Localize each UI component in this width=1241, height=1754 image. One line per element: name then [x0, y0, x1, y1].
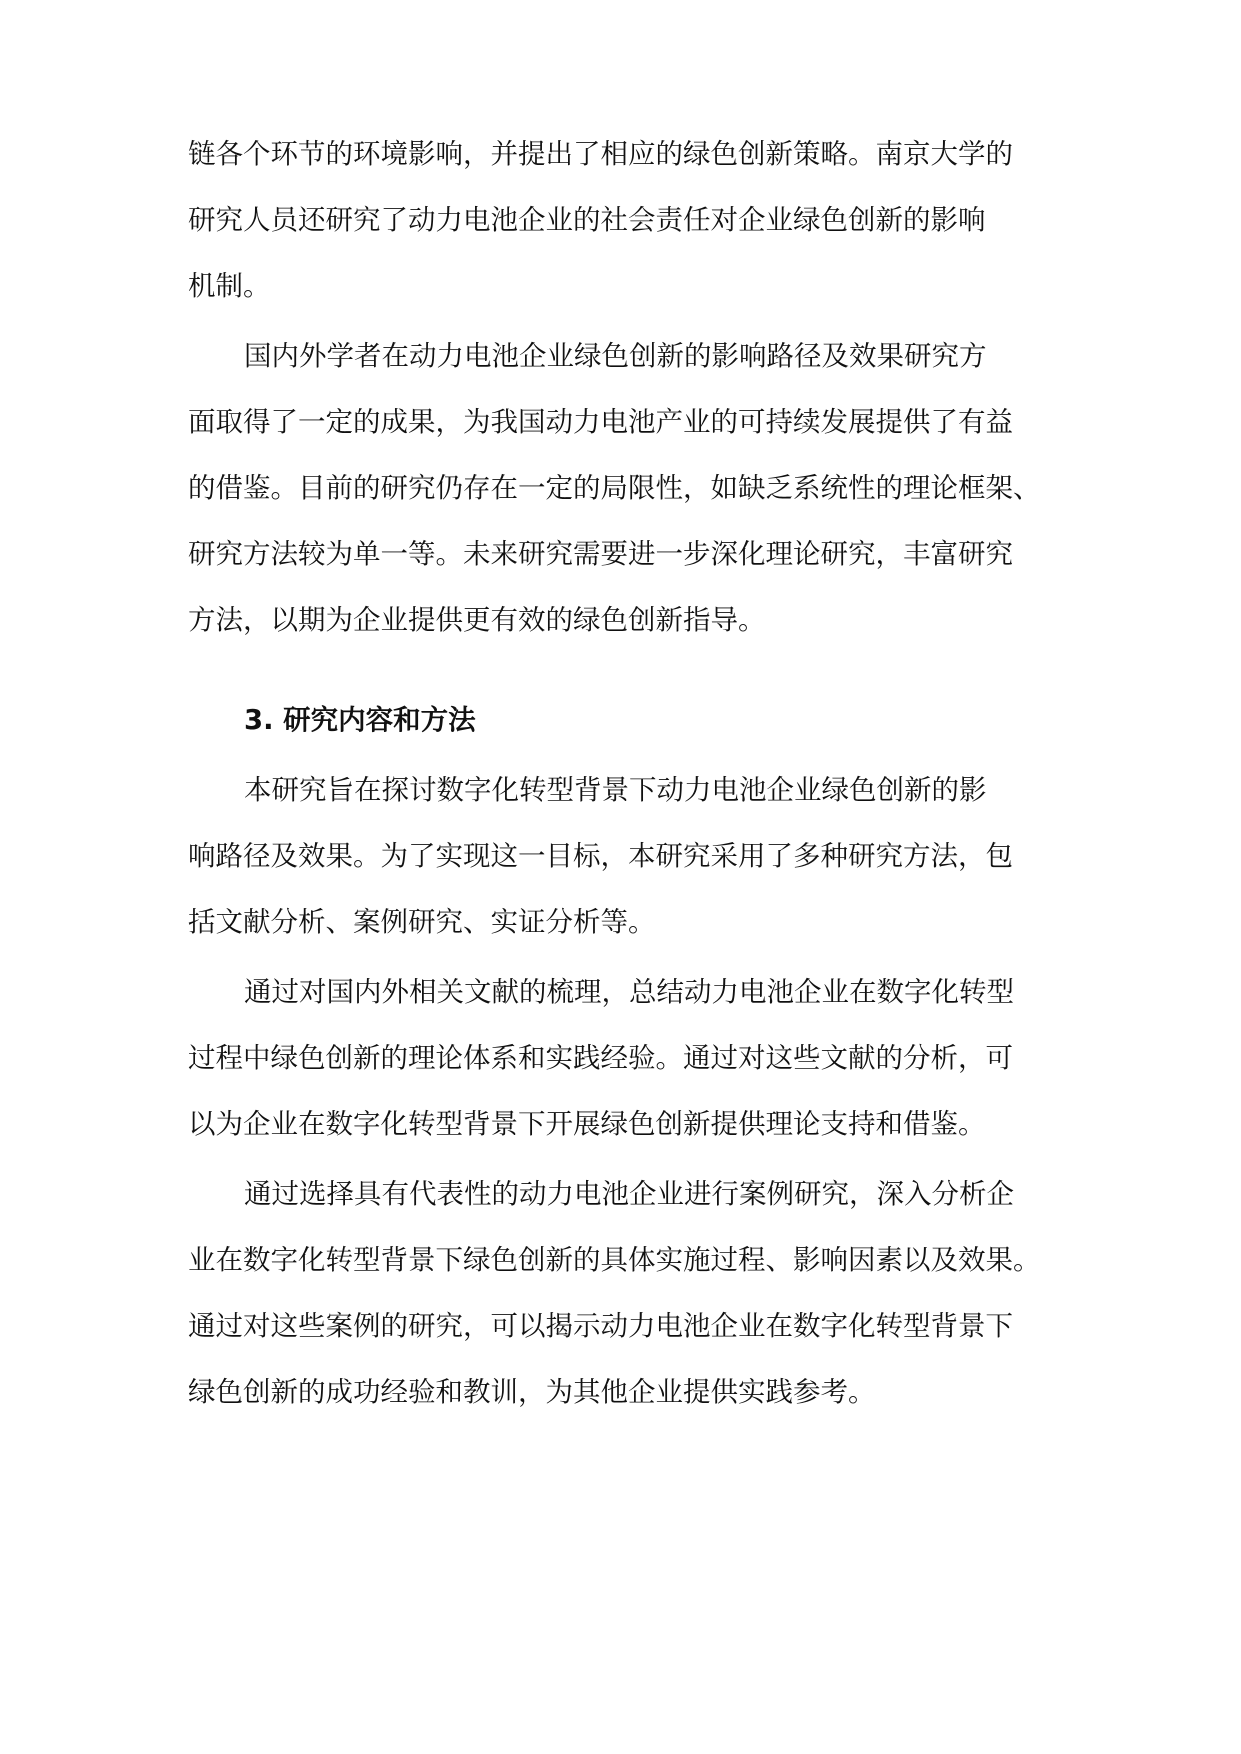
paragraph-first-line: 通过对国内外相关文献的梳理，总结动力电池企业在数字化转型 [244, 976, 1014, 1008]
paragraph-first-line: 国内外学者在动力电池企业绿色创新的影响路径及效果研究方 [244, 340, 987, 372]
body-text-line: 的借鉴。目前的研究仍存在一定的局限性，如缺乏系统性的理论框架、 [188, 472, 1041, 504]
paragraph-first-line: 本研究旨在探讨数字化转型背景下动力电池企业绿色创新的影 [244, 774, 987, 806]
body-text-line: 链各个环节的环境影响，并提出了相应的绿色创新策略。南京大学的 [188, 138, 1013, 170]
section-heading: 3. 研究内容和方法 [244, 704, 476, 736]
body-text-line: 括文献分析、案例研究、实证分析等。 [188, 906, 656, 938]
body-text-line: 方法，以期为企业提供更有效的绿色创新指导。 [188, 604, 766, 636]
body-text-line: 响路径及效果。为了实现这一目标，本研究采用了多种研究方法，包 [188, 840, 1013, 872]
body-text-line: 机制。 [188, 270, 271, 302]
body-text-line: 业在数字化转型背景下绿色创新的具体实施过程、影响因素以及效果。 [188, 1244, 1041, 1276]
paragraph-first-line: 通过选择具有代表性的动力电池企业进行案例研究，深入分析企 [244, 1178, 1014, 1210]
body-text-line: 面取得了一定的成果，为我国动力电池产业的可持续发展提供了有益 [188, 406, 1013, 438]
body-text-line: 研究方法较为单一等。未来研究需要进一步深化理论研究，丰富研究 [188, 538, 1013, 570]
body-text-line: 过程中绿色创新的理论体系和实践经验。通过对这些文献的分析，可 [188, 1042, 1013, 1074]
body-text-line: 通过对这些案例的研究，可以揭示动力电池企业在数字化转型背景下 [188, 1310, 1013, 1342]
body-text-line: 绿色创新的成功经验和教训，为其他企业提供实践参考。 [188, 1376, 876, 1408]
body-text-line: 研究人员还研究了动力电池企业的社会责任对企业绿色创新的影响 [188, 204, 986, 236]
body-text-line: 以为企业在数字化转型背景下开展绿色创新提供理论支持和借鉴。 [188, 1108, 986, 1140]
